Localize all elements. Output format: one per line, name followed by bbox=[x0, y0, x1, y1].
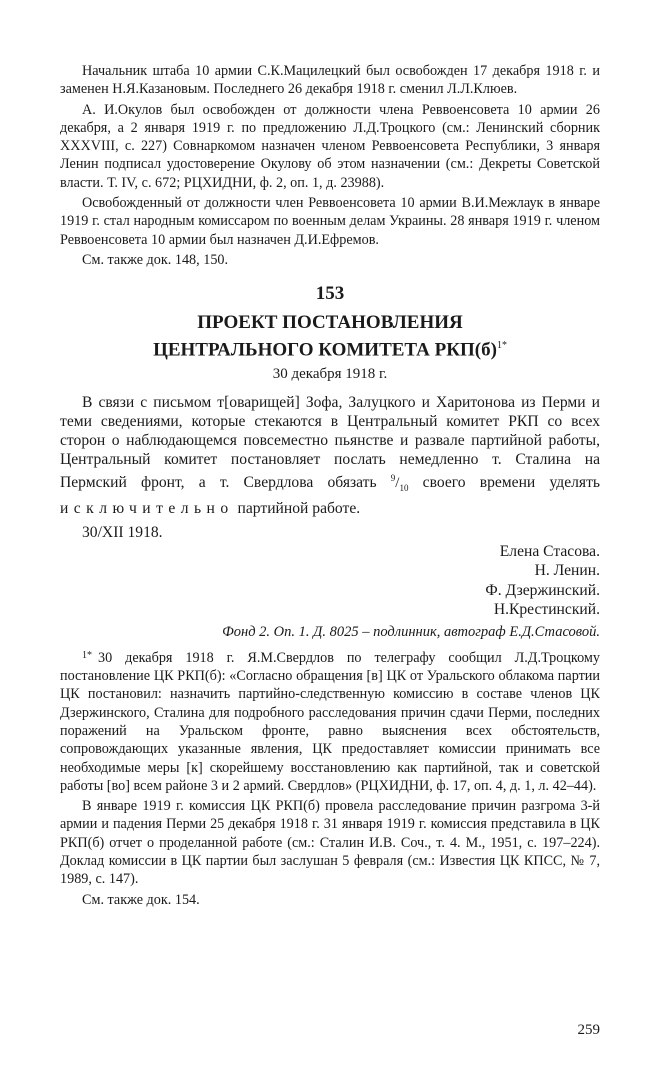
footnote-1-mark: 1* bbox=[82, 649, 92, 661]
document-body bbox=[60, 393, 600, 518]
intro-paragraph-1: Начальник штаба 10 армии С.К.Мацилецкий был освобожден 17 декабря 1918 г. и заменен Н.Я.Казановым. Последнего 26 декабря 1918 г. сменил Л.Л.Клюев. bbox=[60, 63, 600, 98]
body-part-2: своего времени уделять bbox=[422, 474, 601, 492]
intro-paragraph-3: Освобожденный от должности член Реввоенсовета 10 армии В.И.Межлаук в январе 1919 г. стал народным комиссаром по военным делам Украины. 28 января 1919 г. членом Реввоенсовета 10 армии был назначен Д.И.Ефремов. bbox=[60, 195, 600, 248]
footnote-1 bbox=[60, 647, 600, 795]
document-number: 153 bbox=[315, 283, 345, 305]
page-number: 259 bbox=[577, 1022, 600, 1038]
signature-lenin: Н. Ленин. bbox=[534, 562, 600, 580]
document-title-line-1: ПРОЕКТ ПОСТАНОВЛЕНИЯ bbox=[197, 312, 463, 334]
body-part-3: партийной работе. bbox=[237, 499, 361, 517]
footnote-1-text: 30 декабря 1918 г. Я.М.Свердлов по телеграфу сообщил Л.Д.Троцкому постановление ЦК РКП(б): «Согласно обращения [в] ЦК от Уральского облакома партии ЦК постановил: назначить партийно-следственную комиссию в составе членов ЦК Дзержинского, Сталина для подробного расследования причин сдачи Перми, последних поражений на Уральском фронте, равно выяснения всех обстоятельств, сопровождающих указанные явления, ЦК предоставляет комиссии принимать все необходимые меры [к] скорейшему восстановлению как партийной, так и советской работы [во] всем районе 3 и 2 армий. Свердлов» (РЦХИДНИ, ф. 17, оп. 4, д. 1, л. 42–44). bbox=[60, 649, 600, 794]
intro-paragraph-4: См. также док. 148, 150. bbox=[82, 251, 229, 268]
fraction: $^9/_{10}$ bbox=[390, 473, 409, 494]
book-page bbox=[60, 62, 600, 911]
fraction-numerator: 9 bbox=[390, 473, 396, 484]
document-title-line-2 bbox=[60, 334, 600, 361]
fraction-denominator: 10 bbox=[399, 483, 409, 494]
signature-dzerzhinsky: Ф. Дзержинский. bbox=[485, 581, 600, 599]
document-title-line-2-text: ЦЕНТРАЛЬНОГО КОМИТЕТА РКП(б) bbox=[153, 339, 497, 361]
signing-date: 30/XII 1918. bbox=[82, 523, 163, 541]
signatures bbox=[60, 542, 600, 620]
signature-krestinsky: Н.Крестинский. bbox=[493, 601, 600, 619]
signature-stasova: Елена Стасова. bbox=[499, 542, 600, 560]
body-spaced-word: исключительно bbox=[60, 499, 234, 517]
footnote-paragraph-3: См. также док. 154. bbox=[82, 891, 200, 908]
footnote-paragraph-2: В январе 1919 г. комиссия ЦК РКП(б) провела расследование причин разгрома 3-й армии и падения Перми 25 декабря 1918 г. 31 января 1919 г. комиссия представила в ЦК РКП(б) отчет о проделанной работе (см.: Сталин И.В. Соч., т. 4. М., 1951, с. 197–224). Доклад комиссии в ЦК партии был заслушан 5 февраля (см.: Известия ЦК КПСС, № 7, 1989, с. 147). bbox=[60, 798, 600, 888]
document-title bbox=[60, 311, 600, 361]
title-footnote-mark: 1* bbox=[496, 340, 507, 352]
archive-source: Фонд 2. Оп. 1. Д. 8025 – подлинник, автограф Е.Д.Стасовой. bbox=[222, 623, 600, 640]
body-part-1: В связи с письмом т[оварищей] Зофа, Залуцкого и Харитонова из Перми и теми сведениями, которые стекаются в Центральный комитет РКП со всех сторон о наблюдающемся повсеместно пьянстве и развале партийной работы, Центральный комитет постановляет послать немедленно т. Сталина на Пермский фронт, а т. Свердлова обязать bbox=[60, 393, 600, 492]
document-date: 30 декабря 1918 г. bbox=[272, 365, 388, 382]
intro-paragraph-2: А. И.Окулов был освобожден от должности члена Реввоенсовета 10 армии 26 декабря, а 2 января 1919 г. по предложению Л.Д.Троцкого (см.: Ленинский сборник XXXVIII, с. 227) Совнаркомом назначен членом Реввоенсовета Республики, 3 января Ленин подписал удостоверение Окулову об этом назначении (см.: Декреты Советской власти. Т. IV, с. 672; РЦХИДНИ, ф. 2, оп. 1, д. 23988). bbox=[60, 101, 600, 191]
